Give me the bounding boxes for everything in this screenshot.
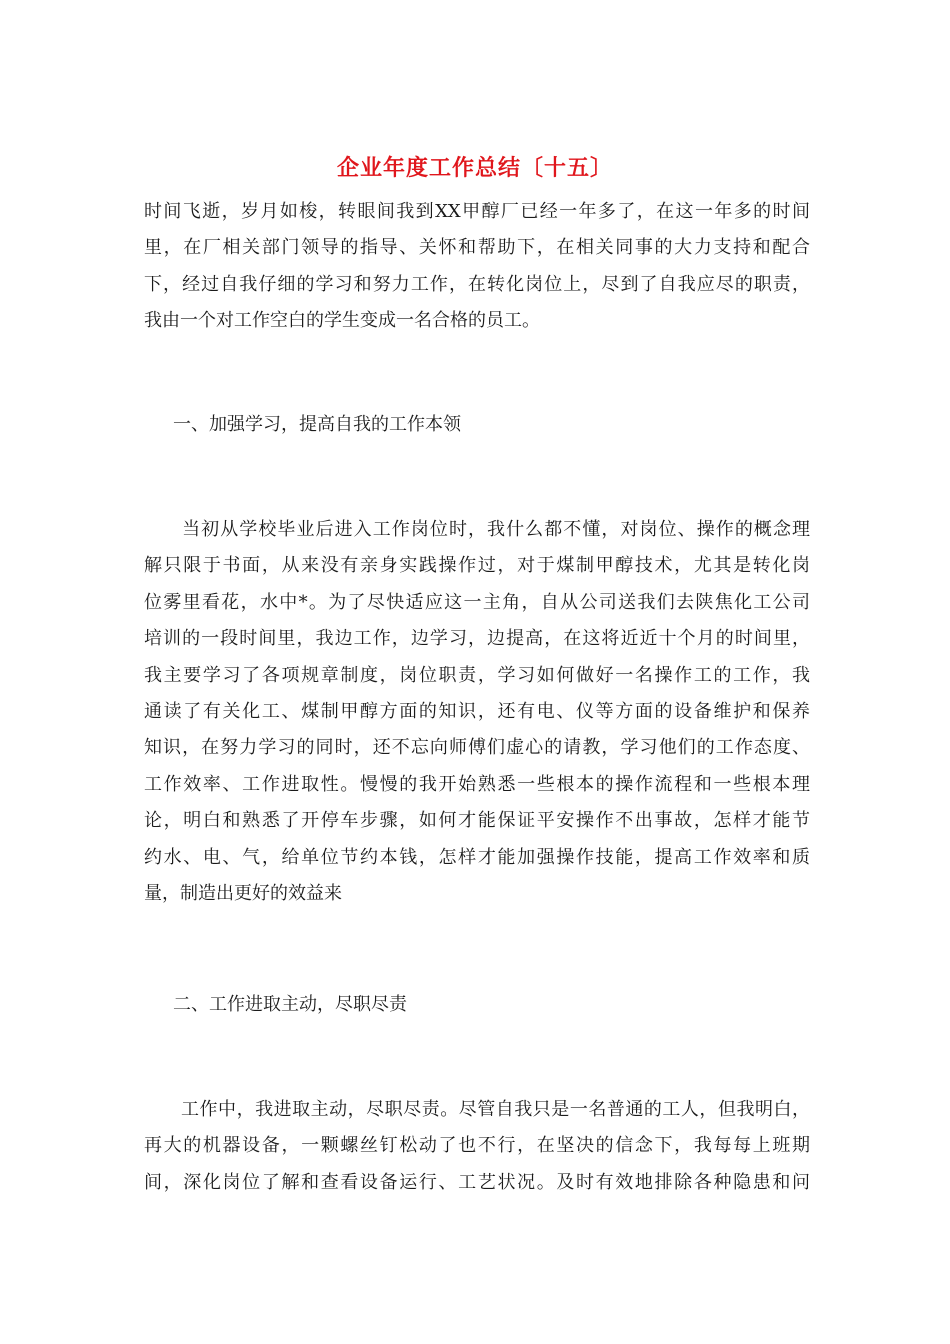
text-line: 培训的一段时间里，我边工作，边学习，边提高，在这将近近十个月的时间里，: [144, 628, 810, 650]
text-line: 通读了有关化工、煤制甲醇方面的知识，还有电、仪等方面的设备维护和保养: [144, 701, 810, 723]
text-line: 当初从学校毕业后进入工作岗位时，我什么都不懂，对岗位、操作的概念理: [144, 519, 810, 540]
text-line: 下，经过自我仔细的学习和努力工作，在转化岗位上，尽到了自我应尽的职责，: [144, 273, 810, 295]
section-heading-1: 一、加强学习，提高自我的工作本领: [173, 414, 461, 435]
text-line: 再大的机器设备，一颗螺丝钉松动了也不行，在坚决的信念下，我每每上班期: [144, 1135, 810, 1157]
text-line: 位雾里看花，水中*。为了尽快适应这一主角，自从公司送我们去陕焦化工公司: [144, 591, 810, 613]
text-line: 工作效率、工作进取性。慢慢的我开始熟悉一些根本的操作流程和一些根本理: [144, 773, 810, 795]
text-line: 约水、电、气，给单位节约本钱，怎样才能加强操作技能，提高工作效率和质: [144, 846, 810, 868]
text-line: 量，制造出更好的效益来: [144, 883, 342, 905]
text-line: 论，明白和熟悉了开停车步骤，如何才能保证平安操作不出事故，怎样才能节: [144, 810, 810, 832]
document-title: 企业年度工作总结〔十五〕: [336, 156, 613, 181]
text-line: 知识，在努力学习的同时，还不忘向师傅们虚心的请教，学习他们的工作态度、: [144, 737, 810, 759]
text-line: 时间飞逝，岁月如梭，转眼间我到XX甲醇厂已经一年多了，在这一年多的时间: [144, 201, 810, 222]
paragraph-intro: [144, 194, 810, 340]
text-line: 间，深化岗位了解和查看设备运行、工艺状况。及时有效地排除各种隐患和问: [144, 1171, 810, 1193]
text-line: 工作中，我进取主动，尽职尽责。尽管自我只是一名普通的工人，但我明白，: [144, 1099, 810, 1120]
text-line: 我主要学习了各项规章制度，岗位职责，学习如何做好一名操作工的工作，我: [144, 664, 810, 686]
text-line: 解只限于书面，从来没有亲身实践操作过，对于煤制甲醇技术，尤其是转化岗: [144, 555, 810, 577]
text-line: 我由一个对工作空白的学生变成一名合格的员工。: [144, 310, 540, 332]
paragraph-work: [144, 1092, 810, 1201]
text-line: 里，在厂相关部门领导的指导、关怀和帮助下，在相关同事的大力支持和配合: [144, 237, 810, 259]
section-heading-2: 二、工作进取主动，尽职尽责: [173, 994, 407, 1015]
paragraph-learning: [144, 512, 810, 912]
